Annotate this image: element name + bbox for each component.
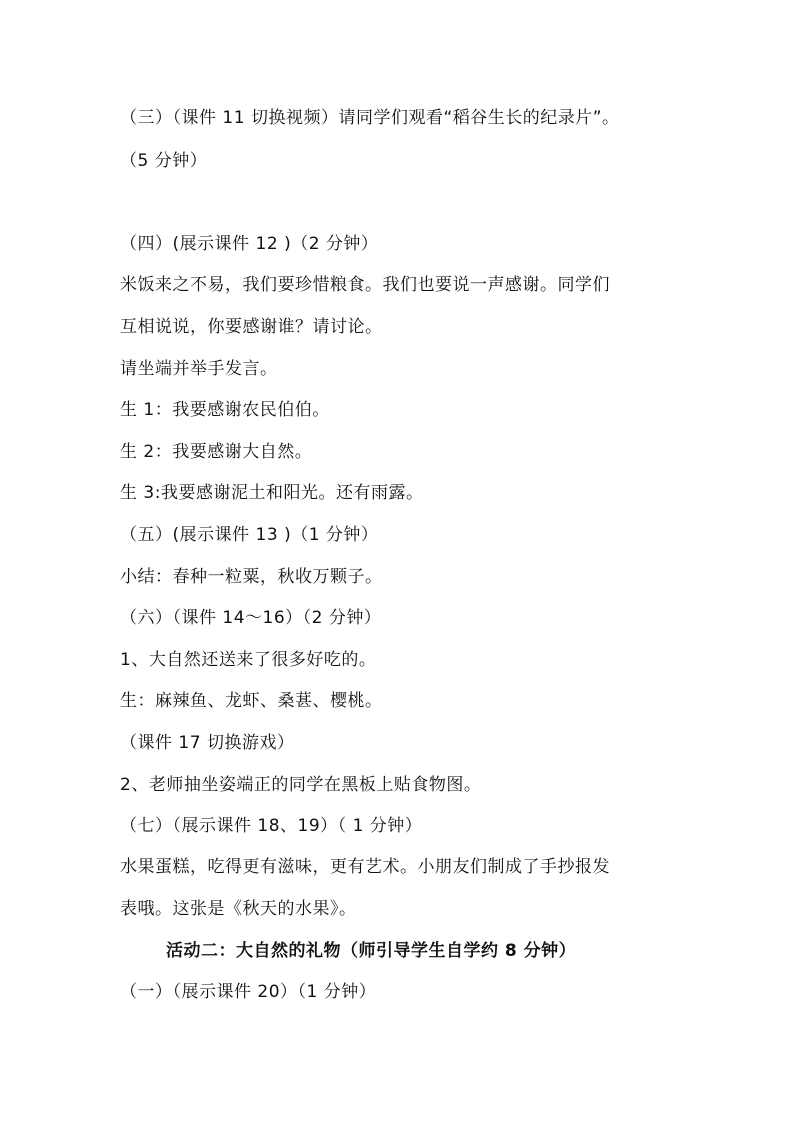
text-line: 水果蛋糕，吃得更有滋味，更有艺术。小朋友们制成了手抄报发	[120, 857, 610, 877]
text-line: 1、大自然还送来了很多好吃的。	[120, 650, 377, 670]
text-line: 生：麻辣鱼、龙虾、桑葚、樱桃。	[120, 691, 383, 711]
text-line: （四）(展示课件 12 )（2 分钟）	[120, 234, 379, 254]
text-line: （课件 17 切换游戏）	[120, 733, 295, 753]
text-line: （三）（课件 11 切换视频）请同学们观看“稻谷生长的纪录片”。	[120, 108, 620, 128]
text-line: 生 3:我要感谢泥土和阳光。还有雨露。	[120, 483, 424, 503]
text-line: 互相说说，你要感谢谁？请讨论。	[120, 317, 383, 337]
text-line: （七）（展示课件 18、19）（ 1 分钟）	[120, 816, 423, 836]
section-heading: 活动二：大自然的礼物（师引导学生自学约 8 分钟）	[166, 941, 577, 961]
text-line: （五）(展示课件 13 )（1 分钟）	[120, 525, 379, 545]
text-line: 2、老师抽坐姿端正的同学在黑板上贴食物图。	[120, 775, 482, 795]
text-line: （一）（展示课件 20）（1 分钟）	[120, 982, 377, 1002]
text-line: 生 1：我要感谢农民伯伯。	[120, 400, 330, 420]
text-line: 请坐端并举手发言。	[120, 359, 278, 379]
text-line: 生 2：我要感谢大自然。	[120, 442, 313, 462]
text-line: 米饭来之不易，我们要珍惜粮食。我们也要说一声感谢。同学们	[120, 275, 610, 295]
text-line: 表哦。这张是《秋天的水果》。	[120, 899, 357, 919]
text-line: （5 分钟）	[120, 151, 208, 171]
text-line: （六）（课件 14～16）（2 分钟）	[120, 608, 382, 628]
text-line: 小结：春种一粒粟，秋收万颗子。	[120, 567, 383, 587]
